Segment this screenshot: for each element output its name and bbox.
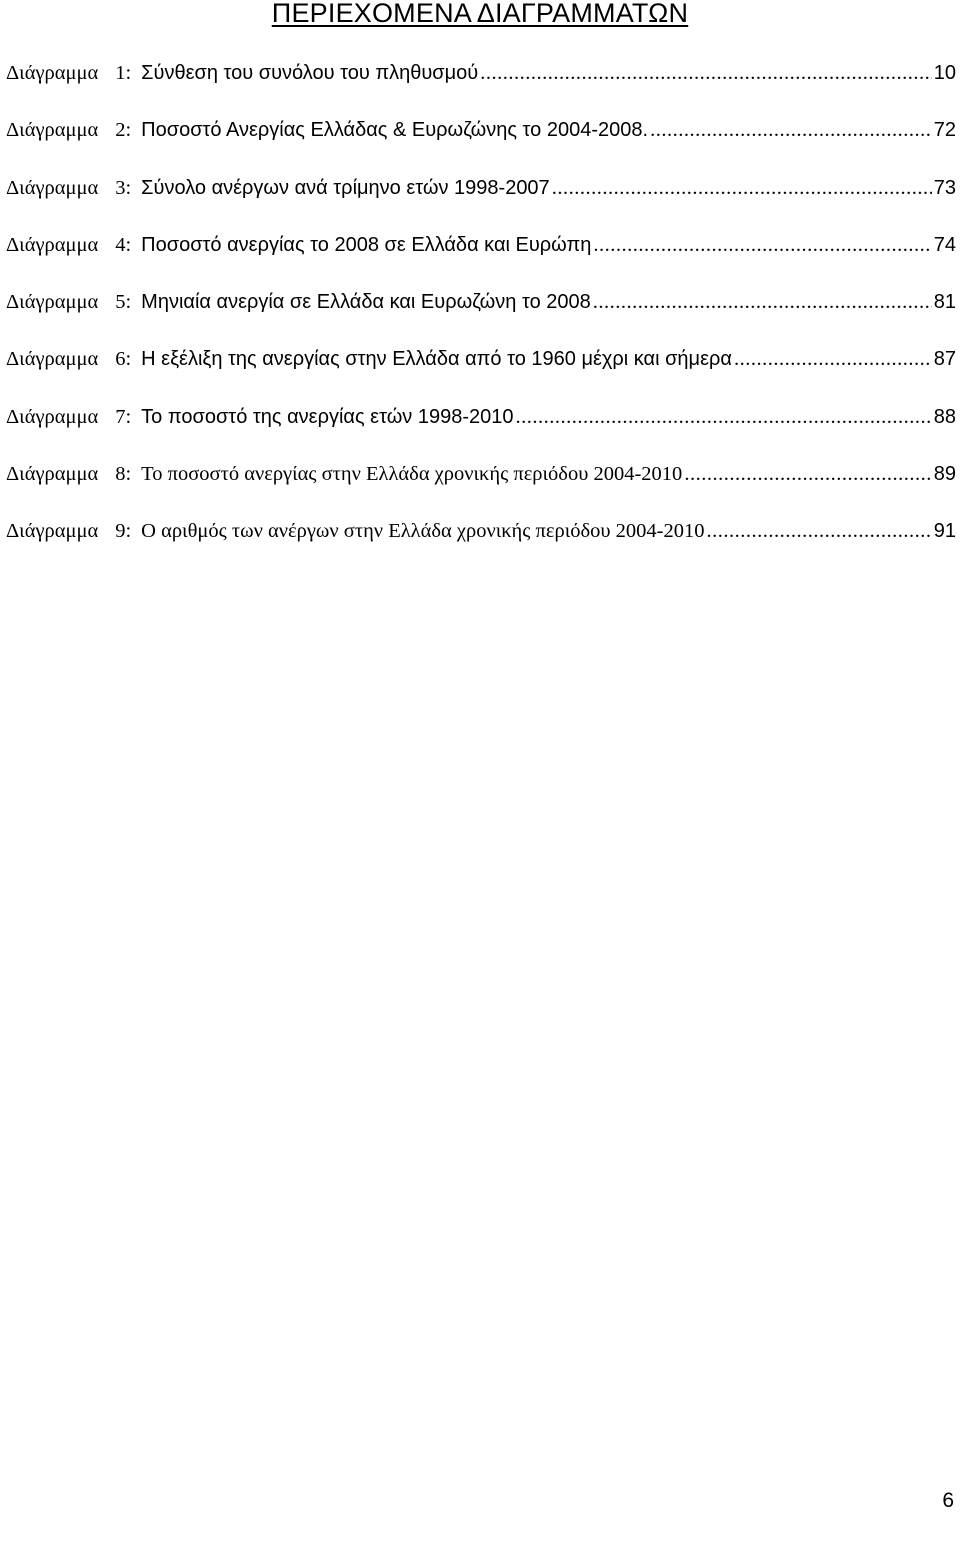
toc-entry-number: 3: — [115, 176, 132, 199]
toc-entry-page: 10 — [933, 62, 956, 84]
toc-entry[interactable] — [6, 173, 956, 230]
toc-entry-label: Διάγραμμα — [6, 348, 99, 371]
page-title: ΠΕΡΙΕΧΟΜΕΝΑ ΔΙΑΓΡΑΜΜΑΤΩΝ — [271, 0, 689, 28]
toc-entry-page: 87 — [933, 348, 956, 371]
dot-leader — [734, 344, 932, 374]
toc-entry-caption: Μηνιαία ανεργία σε Ελλάδα και Ευρωζώνη το 2008 — [141, 291, 591, 314]
toc-entry-caption: Σύνθεση του συνόλου του πληθυσμού — [141, 62, 479, 84]
toc-entry-page: 88 — [933, 405, 956, 428]
toc-entry[interactable] — [6, 344, 956, 401]
toc-entry-caption: Ποσοστό Ανεργίας Ελλάδας & Ευρωζώνης το 2004-2008. — [141, 119, 649, 142]
toc-entry-number: 6: — [115, 348, 132, 371]
toc-entry-caption: Το ποσοστό της ανεργίας ετών 1998-2010 — [141, 405, 514, 428]
toc-entry[interactable] — [6, 516, 956, 573]
page-number: 6 — [942, 1489, 954, 1512]
toc-entry-number: 7: — [115, 405, 132, 428]
toc-entry-page: 74 — [933, 233, 956, 256]
toc-entry-page: 73 — [933, 176, 956, 199]
dot-leader — [552, 173, 932, 203]
toc-entry-page: 81 — [933, 291, 956, 314]
toc-entry[interactable] — [6, 115, 956, 172]
toc-entry-caption: Η εξέλιξη της ανεργίας στην Ελλάδα από το 1960 μέχρι και σήμερα — [141, 348, 732, 371]
toc-entry[interactable] — [6, 459, 956, 516]
toc-entry-caption: Ο αριθμός των ανέργων στην Ελλάδα χρονικής περιόδου 2004-2010 — [141, 520, 705, 543]
dot-leader — [684, 459, 931, 489]
toc-entry-number: 2: — [115, 119, 132, 142]
toc-entry-label: Διάγραμμα — [6, 405, 99, 428]
toc-entry-label: Διάγραμμα — [6, 291, 99, 314]
dot-leader — [593, 287, 932, 317]
toc-entry-number: 4: — [115, 233, 132, 256]
dot-leader — [516, 402, 932, 432]
toc-entry-label: Διάγραμμα — [6, 233, 99, 256]
toc-entry-label: Διάγραμμα — [6, 463, 99, 486]
table-of-figures — [6, 58, 956, 574]
toc-entry-page: 89 — [933, 463, 956, 486]
dot-leader — [707, 516, 932, 546]
toc-entry-caption: Σύνολο ανέργων ανά τρίμηνο ετών 1998-2007 — [141, 176, 550, 199]
toc-entry-number: 8: — [115, 463, 132, 486]
toc-entry-page: 72 — [933, 119, 956, 142]
toc-entry-number: 9: — [115, 520, 132, 543]
toc-entry-caption: Ποσοστό ανεργίας το 2008 σε Ελλάδα και Ευρώπη — [141, 233, 592, 256]
toc-entry-label: Διάγραμμα — [6, 62, 99, 84]
toc-entry-label: Διάγραμμα — [6, 520, 99, 543]
dot-leader — [593, 230, 931, 260]
toc-entry[interactable] — [6, 287, 956, 344]
toc-entry-caption: Το ποσοστό ανεργίας στην Ελλάδα χρονικής περιόδου 2004-2010 — [141, 463, 683, 486]
toc-entry-page: 91 — [933, 520, 956, 543]
toc-entry[interactable] — [6, 230, 956, 287]
toc-entry-label: Διάγραμμα — [6, 119, 99, 142]
toc-entry[interactable] — [6, 402, 956, 459]
dot-leader — [650, 115, 932, 145]
toc-entry-label: Διάγραμμα — [6, 176, 99, 199]
dot-leader — [480, 58, 932, 88]
toc-entry[interactable] — [6, 58, 956, 115]
toc-entry-number: 5: — [115, 291, 132, 314]
toc-entry-number: 1: — [115, 62, 132, 84]
